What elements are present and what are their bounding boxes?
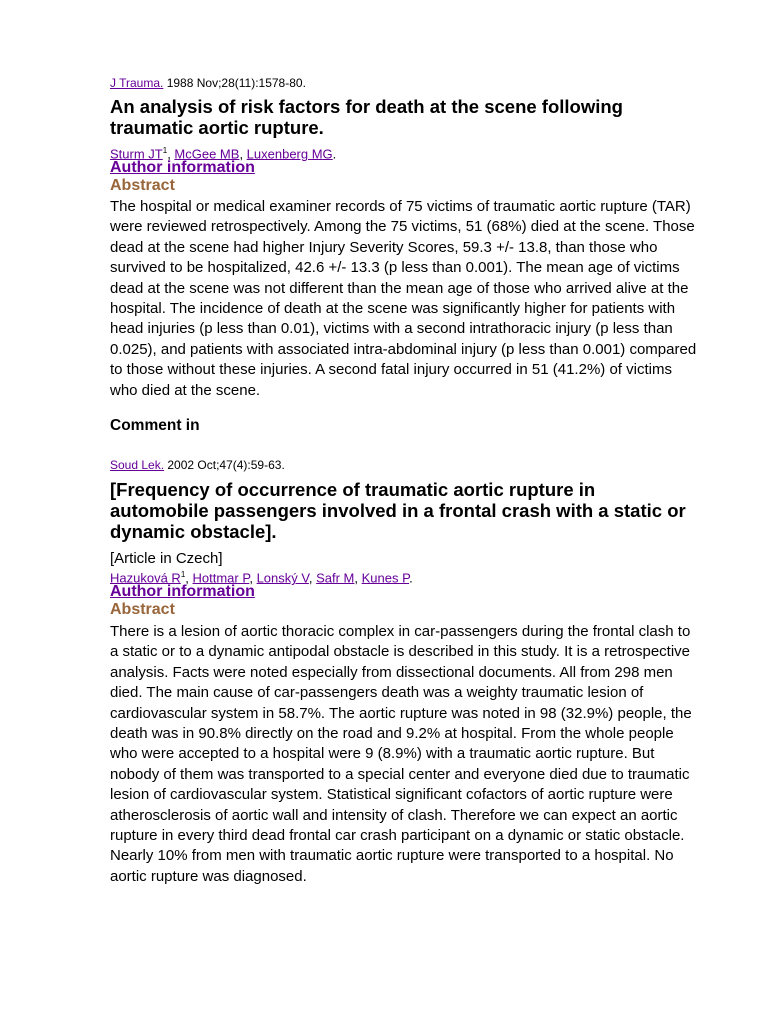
citation-line xyxy=(110,458,285,472)
language-note: [Article in Czech] xyxy=(110,550,223,567)
citation-details: 2002 Oct;47(4):59-63. xyxy=(164,458,285,472)
abstract-heading: Abstract xyxy=(110,601,175,618)
citation-line xyxy=(110,76,306,90)
journal-link[interactable]: Soud Lek. xyxy=(110,458,165,472)
author-link[interactable]: Lonský V xyxy=(256,570,309,586)
abstract-text: The hospital or medical examiner records of 75 victims of traumatic aortic rupture (TAR) were reviewed retrospectively. Among the 75 victims, 51 (68%) died at the scene. Those dead at the scene had higher Injury Severity Scores, 59.3 +/- 13.8, than those who survived to be hospitalized, 42.6 +/- 13.3 (p less than 0.001). The mean age of victims dead at the scene was not different than the mean age of those who arrived alive at the hospital. The incidence of death at the scene was significantly higher for patients with head injuries (p less than 0.01), victims with a second intrathoracic injury (p less than 0.025), and patients with associated intra-abdominal injury (p less than 0.001) compared to those without these injuries. A second fatal injury occurred in 51 (41.2%) of victims who died at the scene. xyxy=(110,198,697,399)
author-link[interactable]: Hottmar P xyxy=(192,570,250,586)
author-link[interactable]: Safr M xyxy=(316,570,355,586)
author-link[interactable]: Sturm JT xyxy=(110,146,163,162)
abstract-heading: Abstract xyxy=(110,177,175,194)
author-link[interactable]: Hazuková R xyxy=(110,570,181,586)
citation-details: 1988 Nov;28(11):1578-80. xyxy=(163,76,306,90)
author-link[interactable]: Kunes P xyxy=(361,570,410,586)
article-title: [Frequency of occurrence of traumatic aortic rupture in automobile passengers involved in a frontal crash with a static or dynamic obstacle]. xyxy=(110,479,686,542)
author-list: Sturm $JT^1$, McGee MB, Luxenberg MG. xyxy=(110,146,337,162)
journal-link[interactable]: J Trauma. xyxy=(110,76,164,90)
abstract-text: There is a lesion of aortic thoracic complex in car-passengers during the frontal clash to a static or to a dynamic antipodal obstacle is described in this study. It is a retrospective analysis. Facts were noted especially from dissectional documents. All from 298 men died. The main cause of car-passengers death was a weighty traumatic lesion of cardiovascular system in 58.7%. The aortic rupture was noted in 98 (32.9%) people, the death was in 90.8% directly on the road and 9.2% at hospital. From the whole people who were accepted to a hospital were 9 (8.9%) with a traumatic aortic rupture. But nobody of them was transported to a special center and everyone died due to traumatic lesion of cardiovascular system. Statistical significant cofactors of aortic rupture were atherosclerosis of aortic wall and intensity of clash. Therefore we can expect an aortic rupture in every third dead frontal car crash participant on a dynamic or static obstacle. Nearly 10% from men with traumatic aortic rupture were transported to a hospital. No aortic rupture was diagnosed. xyxy=(110,623,692,885)
author-information-link[interactable]: Author information xyxy=(110,583,255,600)
author-information-link[interactable]: Author information xyxy=(110,159,255,176)
author-link[interactable]: Luxenberg MG xyxy=(246,146,333,162)
author-link[interactable]: McGee MB xyxy=(174,146,240,162)
comment-in-heading: Comment in xyxy=(110,417,200,434)
author-list: Hazuková $R^1$, Hottmar P, Lonský V, Safr M, Kunes P. xyxy=(110,570,413,586)
article-title: An analysis of risk factors for death at the scene following traumatic aortic rupture. xyxy=(110,96,623,138)
